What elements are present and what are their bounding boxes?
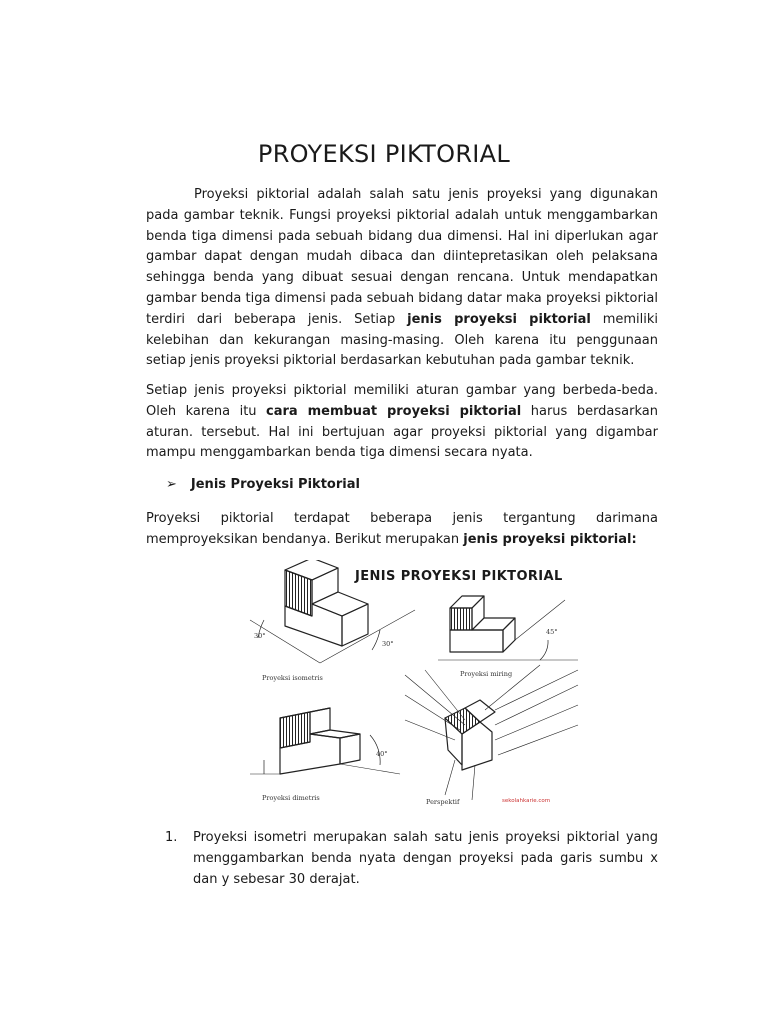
- paragraph-rules: [146, 381, 658, 464]
- list-item-number: 1.: [165, 830, 178, 845]
- paragraph-intro-text-b: memiliki kelebihan dan kekurangan masing-masing. Oleh karena itu penggunaan setiap jenis proyeksi piktorial berdasarkan kebutuhan pada gambar teknik.: [146, 311, 658, 369]
- arrow-bullet-icon: ➢: [166, 477, 177, 492]
- figure-watermark: sekolahkarie.com: [502, 798, 551, 804]
- paragraph-rules-text-b: harus berdasarkan aturan. tersebut. Hal ini bertujuan agar proyeksi piktorial yang digambar mampu menggambarkan benda tiga dimensi secara nyata.: [146, 403, 658, 461]
- dimetric-object: [250, 708, 400, 774]
- label-oblique: Proyeksi miring: [460, 670, 513, 678]
- section-heading-label: Jenis Proyeksi Piktorial: [190, 477, 360, 492]
- paragraph-intro-bold: jenis proyeksi piktorial: [407, 311, 591, 327]
- label-perspective: Perspektif: [426, 798, 460, 806]
- figure-title: JENIS PROYEKSI PIKTORIAL: [355, 569, 563, 584]
- label-angle-iso-right: 30°: [382, 640, 394, 648]
- label-dimetric: Proyeksi dimetris: [262, 794, 320, 802]
- perspective-object: [405, 665, 578, 800]
- paragraph-intro: [146, 185, 658, 372]
- list-item: [165, 828, 658, 890]
- paragraph-rules-bold: cara membuat proyeksi piktorial: [266, 403, 522, 419]
- projection-illustration: [240, 560, 580, 808]
- paragraph-rules-text-a: Setiap jenis proyeksi piktorial memiliki aturan gambar yang berbeda-beda. Oleh karena itu: [146, 383, 658, 419]
- paragraph-intro-text-a: Proyeksi piktorial adalah salah satu jenis proyeksi yang digunakan pada gambar teknik. Fungsi proyeksi piktorial adalah untuk menggambarkan benda tiga dimensi pada sebuah bidang dua dimensi. Hal ini diperlukan agar gambar dapat dengan mudah dibaca dan diintepretasikan oleh pelaksana sehingga benda yang dibuat sesuai dengan rencana. Untuk mendapatkan gambar benda tiga dimensi pada sebuah bidang datar maka proyeksi piktorial terdiri dari beberapa jenis. Setiap: [146, 187, 658, 327]
- label-angle-iso-left: 30°: [254, 632, 266, 640]
- label-angle-oblique: 45°: [546, 628, 558, 636]
- paragraph-types: [146, 509, 658, 551]
- list-item-text: Proyeksi isometri merupakan salah satu jenis proyeksi piktorial yang menggambarkan benda nyata dengan proyeksi pada garis sumbu x dan y sebesar 30 derajat.: [193, 830, 658, 887]
- section-heading: [166, 477, 360, 492]
- label-angle-dimetric: 40°: [376, 750, 388, 758]
- label-isometric: Proyeksi isometris: [262, 674, 323, 682]
- paragraph-types-bold: jenis proyeksi piktorial:: [463, 531, 637, 547]
- paragraph-types-text-a: Proyeksi piktorial terdapat beberapa jenis tergantung darimana memproyeksikan bendanya. Berikut merupakan: [146, 511, 658, 547]
- page-title: PROYEKSI PIKTORIAL: [257, 140, 511, 168]
- projection-figure: [240, 560, 580, 808]
